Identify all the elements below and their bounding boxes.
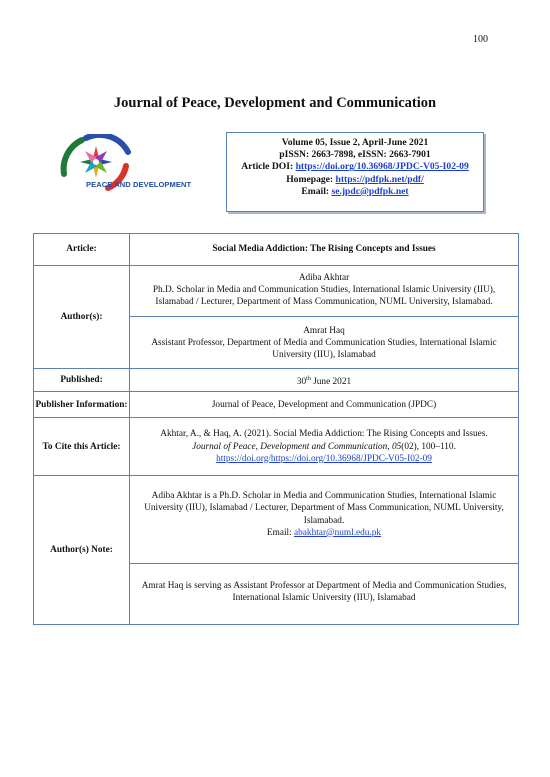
citation-text: Akhtar, A., & Haq, A. (2021). Social Media Addiction: The Rising Concepts and Issues. Journal of Peace, Development and Communication, 05(02), 100–110. https://doi.org/https://doi.org/10.36968/JPDC-V05-I02-09	[130, 418, 519, 476]
published-label: Published:	[34, 369, 130, 392]
email-link[interactable]: se.jpdc@pdfpk.net	[331, 185, 409, 197]
email-label: Email:	[301, 185, 330, 197]
author-2-affiliation: Assistant Professor, Department of Media and Communication Studies, International Islamic University (IIU), Islamabad	[151, 337, 497, 361]
author-2	[130, 316, 518, 369]
page-number: 100	[473, 34, 488, 45]
published-row	[34, 369, 519, 392]
article-row	[34, 234, 519, 266]
author-note-email-link[interactable]: abakhtar@numl.edu.pk	[294, 527, 382, 538]
authors-row	[34, 266, 519, 369]
publisher-row	[34, 392, 519, 418]
homepage-label: Homepage:	[286, 173, 334, 185]
citation-label: To Cite this Article:	[34, 418, 130, 476]
author-note-1: Adiba Akhtar is a Ph.D. Scholar in Media and Communication Studies, International Islamic University (IIU), Islamabad / Lecturer, Department of Mass Communication, NUML University, Islamabad. Email: abakhtar@numl.edu.pk	[144, 491, 504, 538]
authors-label: Author(s):	[34, 266, 130, 369]
email-line	[227, 186, 483, 198]
homepage-link[interactable]: https://pdfpk.net/pdf/	[335, 173, 424, 185]
author-1-affiliation: Ph.D. Scholar in Media and Communication Studies, International Islamic University (IIU), Islamabad / Lecturer, Department of Mass Communication, NUML University, Islamabad.	[152, 285, 496, 308]
doi-label: Article DOI:	[241, 161, 294, 173]
author-2-name: Amrat Haq	[303, 325, 345, 336]
issn: pISSN: 2663-7898, eISSN: 2663-7901	[279, 149, 431, 161]
citation-link[interactable]: https://doi.org/https://doi.org/10.36968/JPDC-V05-I02-09	[216, 453, 432, 464]
homepage-line	[227, 174, 483, 186]
journal-title: Journal of Peace, Development and Communication	[113, 95, 437, 111]
published-date: 30th June 2021	[130, 369, 519, 392]
author-notes-label: Author(s) Note:	[34, 476, 130, 625]
article-label: Article:	[34, 234, 130, 266]
volume-issue: Volume 05, Issue 2, April-June 2021	[281, 137, 429, 148]
publisher-value: Journal of Peace, Development and Communication (JPDC)	[130, 392, 519, 418]
author-1	[130, 266, 518, 316]
doi-link[interactable]: https://doi.org/10.36968/JPDC-V05-I02-09	[295, 161, 469, 173]
publisher-label: Publisher Information:	[34, 392, 130, 418]
doi-line	[227, 161, 483, 173]
author-note-2: Amrat Haq is serving as Assistant Professor at Department of Media and Communication Studies, International Islamic University (IIU), Islamabad	[130, 563, 518, 624]
article-metadata-table	[33, 233, 519, 625]
article-title: Social Media Addiction: The Rising Concepts and Issues	[130, 234, 519, 266]
journal-info-box	[226, 132, 484, 212]
citation-row	[34, 418, 519, 476]
logo-text: PEACE AND DEVELOPMENT	[86, 180, 192, 189]
author-notes-row	[34, 476, 519, 625]
author-1-name: Adiba Akhtar	[298, 273, 350, 283]
